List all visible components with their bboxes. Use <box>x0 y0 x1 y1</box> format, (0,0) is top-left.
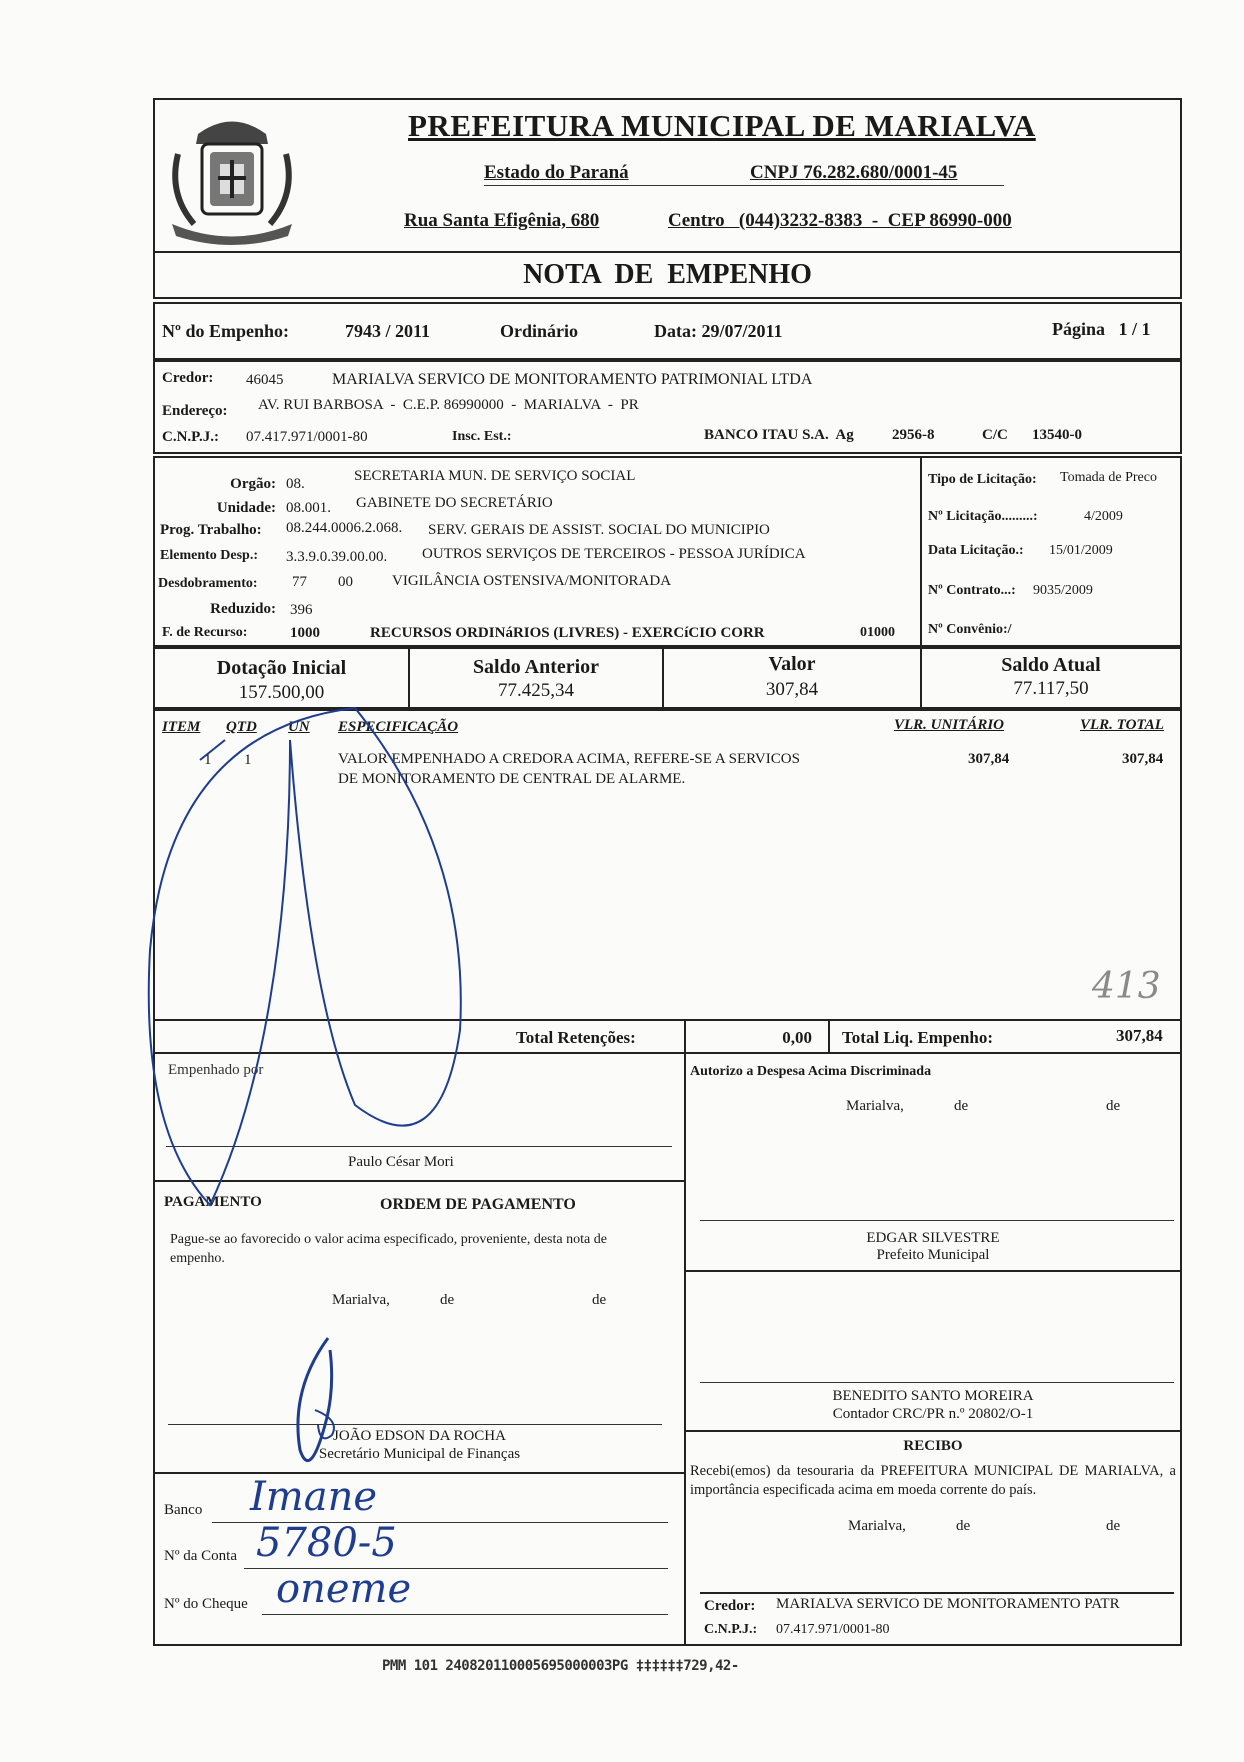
unidade-name: GABINETE DO SECRETÁRIO <box>356 495 553 511</box>
item-spec-line1: VALOR EMPENHADO A CREDORA ACIMA, REFERE-SE A SERVICOS <box>338 751 800 767</box>
retencoes-value: 0,00 <box>782 1028 812 1047</box>
elemento-code: 3.3.9.0.39.00.00. <box>286 549 388 565</box>
left-de1: de <box>440 1292 455 1308</box>
right-de1: de <box>954 1098 969 1114</box>
data-licitacao: 15/01/2009 <box>1049 543 1113 558</box>
saldo-anterior-label: Saldo Anterior <box>472 656 600 678</box>
item-vlr-total: 307,84 <box>1122 751 1164 767</box>
empenhado-por-name: Paulo César Mori <box>348 1154 454 1170</box>
recibo-title: RECIBO <box>903 1438 963 1454</box>
cc-label: C/C <box>982 427 1008 443</box>
coat-of-arms-logo <box>158 104 306 252</box>
elemento-name: OUTROS SERVIÇOS DE TERCEIROS - PESSOA JURÍDICA <box>422 546 806 562</box>
desdobramento-label: Desdobramento: <box>158 576 258 591</box>
tipo-licitacao: Tomada de Preco <box>1060 470 1157 485</box>
recibo-credor-label: Credor: <box>704 1598 756 1614</box>
credor-code: 46045 <box>246 372 284 388</box>
liquido-value: 307,84 <box>1116 1026 1163 1045</box>
header-cnpj: CNPJ 76.282.680/0001-45 <box>750 162 958 183</box>
contrato-number: 9035/2009 <box>1033 583 1093 598</box>
recibo-text: Recebi(emos) da tesouraria da PREFEITURA MUNICIPAL DE MARIALVA, a importância especificada acima em moeda corrente do país. <box>690 1463 1176 1498</box>
doc-title: NOTA DE EMPENHO <box>523 259 812 290</box>
recibo-city: Marialva, <box>848 1518 906 1534</box>
item-spec-line2: DE MONITORAMENTO DE CENTRAL DE ALARME. <box>338 771 686 787</box>
header-state: Estado do Paraná <box>484 162 629 183</box>
left-de2: de <box>592 1292 607 1308</box>
reduzido-label: Reduzido: <box>210 601 276 617</box>
handwritten-page-note: 413 <box>1092 966 1161 1007</box>
contador-title: Contador CRC/PR n.º 20802/O-1 <box>832 1406 1034 1422</box>
autorizo-label: Autorizo a Despesa Acima Discriminada <box>690 1064 932 1079</box>
empenhado-por-label: Empenhado por <box>168 1062 264 1078</box>
unidade-label: Unidade: <box>216 500 276 516</box>
dotacao-inicial-value: 157.500,00 <box>238 682 325 703</box>
bank-name: BANCO ITAU S.A. Ag <box>704 427 854 443</box>
empenho-date: Data: 29/07/2011 <box>654 321 783 341</box>
recurso-name: RECURSOS ORDINáRIOS (LIVRES) - EXERCíCIO CORR <box>370 625 765 641</box>
desdobramento-sub: 00 <box>338 574 353 590</box>
credor-cnpj: 07.417.971/0001-80 <box>246 429 368 445</box>
reduzido-value: 396 <box>290 602 313 618</box>
retencoes-label: Total Retenções: <box>516 1028 636 1047</box>
recibo-cnpj-label: C.N.P.J.: <box>704 1622 758 1637</box>
right-de2: de <box>1106 1098 1121 1114</box>
elemento-label: Elemento Desp.: <box>160 548 258 563</box>
col-vlr-unitario: VLR. UNITÁRIO <box>894 717 1005 733</box>
footer-code: PMM 101 240820110005695000003PG ‡‡‡‡‡‡729,42- <box>382 1658 739 1674</box>
contrato-label: Nº Contrato...: <box>928 583 1016 598</box>
address-label: Endereço: <box>162 403 228 419</box>
num-licitacao: 4/2009 <box>1084 509 1123 524</box>
empenho-type: Ordinário <box>500 321 579 341</box>
convenio-label: Nº Convênio:/ <box>928 622 1012 637</box>
credor-name: MARIALVA SERVICO DE MONITORAMENTO PATRIMONIAL LTDA <box>332 371 813 388</box>
empenho-page: Página 1 / 1 <box>1052 319 1151 339</box>
col-vlr-total: VLR. TOTAL <box>1080 717 1164 733</box>
prog-code: 08.244.0006.2.068. <box>286 520 403 536</box>
right-city: Marialva, <box>846 1098 904 1114</box>
valor-value: 307,84 <box>765 679 819 700</box>
banco-handwritten: Imane <box>250 1474 378 1520</box>
signature-secretario <box>280 1330 360 1490</box>
signature-empenhado <box>140 700 470 1220</box>
pagamento-label: PAGAMENTO <box>164 1194 262 1210</box>
recurso-label: F. de Recurso: <box>162 625 248 640</box>
secretario-name: JOÃO EDSON DA ROCHA <box>333 1428 506 1444</box>
num-licitacao-label: Nº Licitação.........: <box>928 509 1038 524</box>
empenho-num: 7943 / 2011 <box>345 321 431 341</box>
credor-label: Credor: <box>162 370 214 386</box>
orgao-code: 08. <box>286 476 305 492</box>
recibo-cnpj: 07.417.971/0001-80 <box>776 1622 890 1637</box>
recibo-de2: de <box>1106 1518 1121 1534</box>
header-street: Rua Santa Efigênia, 680 <box>404 210 600 231</box>
pague-se-text: Pague-se ao favorecido o valor acima especificado, proveniente, desta nota de empenho. <box>170 1232 607 1266</box>
prog-label: Prog. Trabalho: <box>160 522 262 538</box>
saldo-anterior-value: 77.425,34 <box>498 680 574 701</box>
orgao-name: SECRETARIA MUN. DE SERVIÇO SOCIAL <box>354 468 636 484</box>
recibo-de1: de <box>956 1518 971 1534</box>
insc-est-label: Insc. Est.: <box>452 429 512 444</box>
cheque-label: Nº do Cheque <box>164 1596 248 1612</box>
tipo-licitacao-label: Tipo de Licitação: <box>928 472 1037 487</box>
orgao-label: Orgão: <box>230 476 276 492</box>
item-number: 1 <box>204 752 212 768</box>
saldo-atual-value: 77.117,50 <box>1013 678 1089 699</box>
recibo-credor-name: MARIALVA SERVICO DE MONITORAMENTO PATR <box>776 1596 1120 1612</box>
left-city: Marialva, <box>332 1292 390 1308</box>
saldo-atual-label: Saldo Atual <box>1001 654 1101 676</box>
desdobramento-name: VIGILÂNCIA OSTENSIVA/MONITORADA <box>392 573 672 589</box>
recurso-sub: 01000 <box>860 625 895 640</box>
secretario-title: Secretário Municipal de Finanças <box>318 1446 521 1462</box>
recurso-code: 1000 <box>290 625 320 641</box>
conta-label: Nº da Conta <box>164 1548 237 1564</box>
cheque-handwritten: oneme <box>276 1566 412 1612</box>
banco-label: Banco <box>164 1502 203 1518</box>
item-vlr-unitario: 307,84 <box>968 751 1010 767</box>
prefeito-title: Prefeito Municipal <box>876 1247 990 1263</box>
bank-agency: 2956-8 <box>892 427 935 443</box>
col-un: UN <box>288 719 310 735</box>
item-qtd: 1 <box>244 752 252 768</box>
liquido-label: Total Liq. Empenho: <box>842 1028 993 1047</box>
col-qtd: QTD <box>226 719 257 735</box>
ordem-pagamento-label: ORDEM DE PAGAMENTO <box>380 1196 576 1213</box>
conta-handwritten: 5780-5 <box>256 1520 397 1566</box>
prefeito-name: EDGAR SILVESTRE <box>866 1230 1000 1246</box>
header-contact: Centro (044)3232-8383 - CEP 86990-000 <box>668 210 1012 231</box>
cc-number: 13540-0 <box>1032 427 1082 443</box>
unidade-code: 08.001. <box>286 500 331 516</box>
prog-name: SERV. GERAIS DE ASSIST. SOCIAL DO MUNICIPIO <box>428 522 770 538</box>
col-item: ITEM <box>162 719 201 735</box>
data-licitacao-label: Data Licitação.: <box>928 543 1024 558</box>
credor-address: AV. RUI BARBOSA - C.E.P. 86990000 - MARIALVA - PR <box>258 397 639 413</box>
col-especificacao: ESPECIFICAÇÃO <box>338 719 459 735</box>
desdobramento-code: 77 <box>292 574 307 590</box>
dotacao-inicial-label: Dotação Inicial <box>216 657 347 679</box>
valor-label: Valor <box>768 653 816 675</box>
credor-cnpj-label: C.N.P.J.: <box>162 429 219 445</box>
header-title: PREFEITURA MUNICIPAL DE MARIALVA <box>408 108 1036 143</box>
empenho-num-label: Nº do Empenho: <box>162 321 289 341</box>
contador-name: BENEDITO SANTO MOREIRA <box>832 1388 1034 1404</box>
